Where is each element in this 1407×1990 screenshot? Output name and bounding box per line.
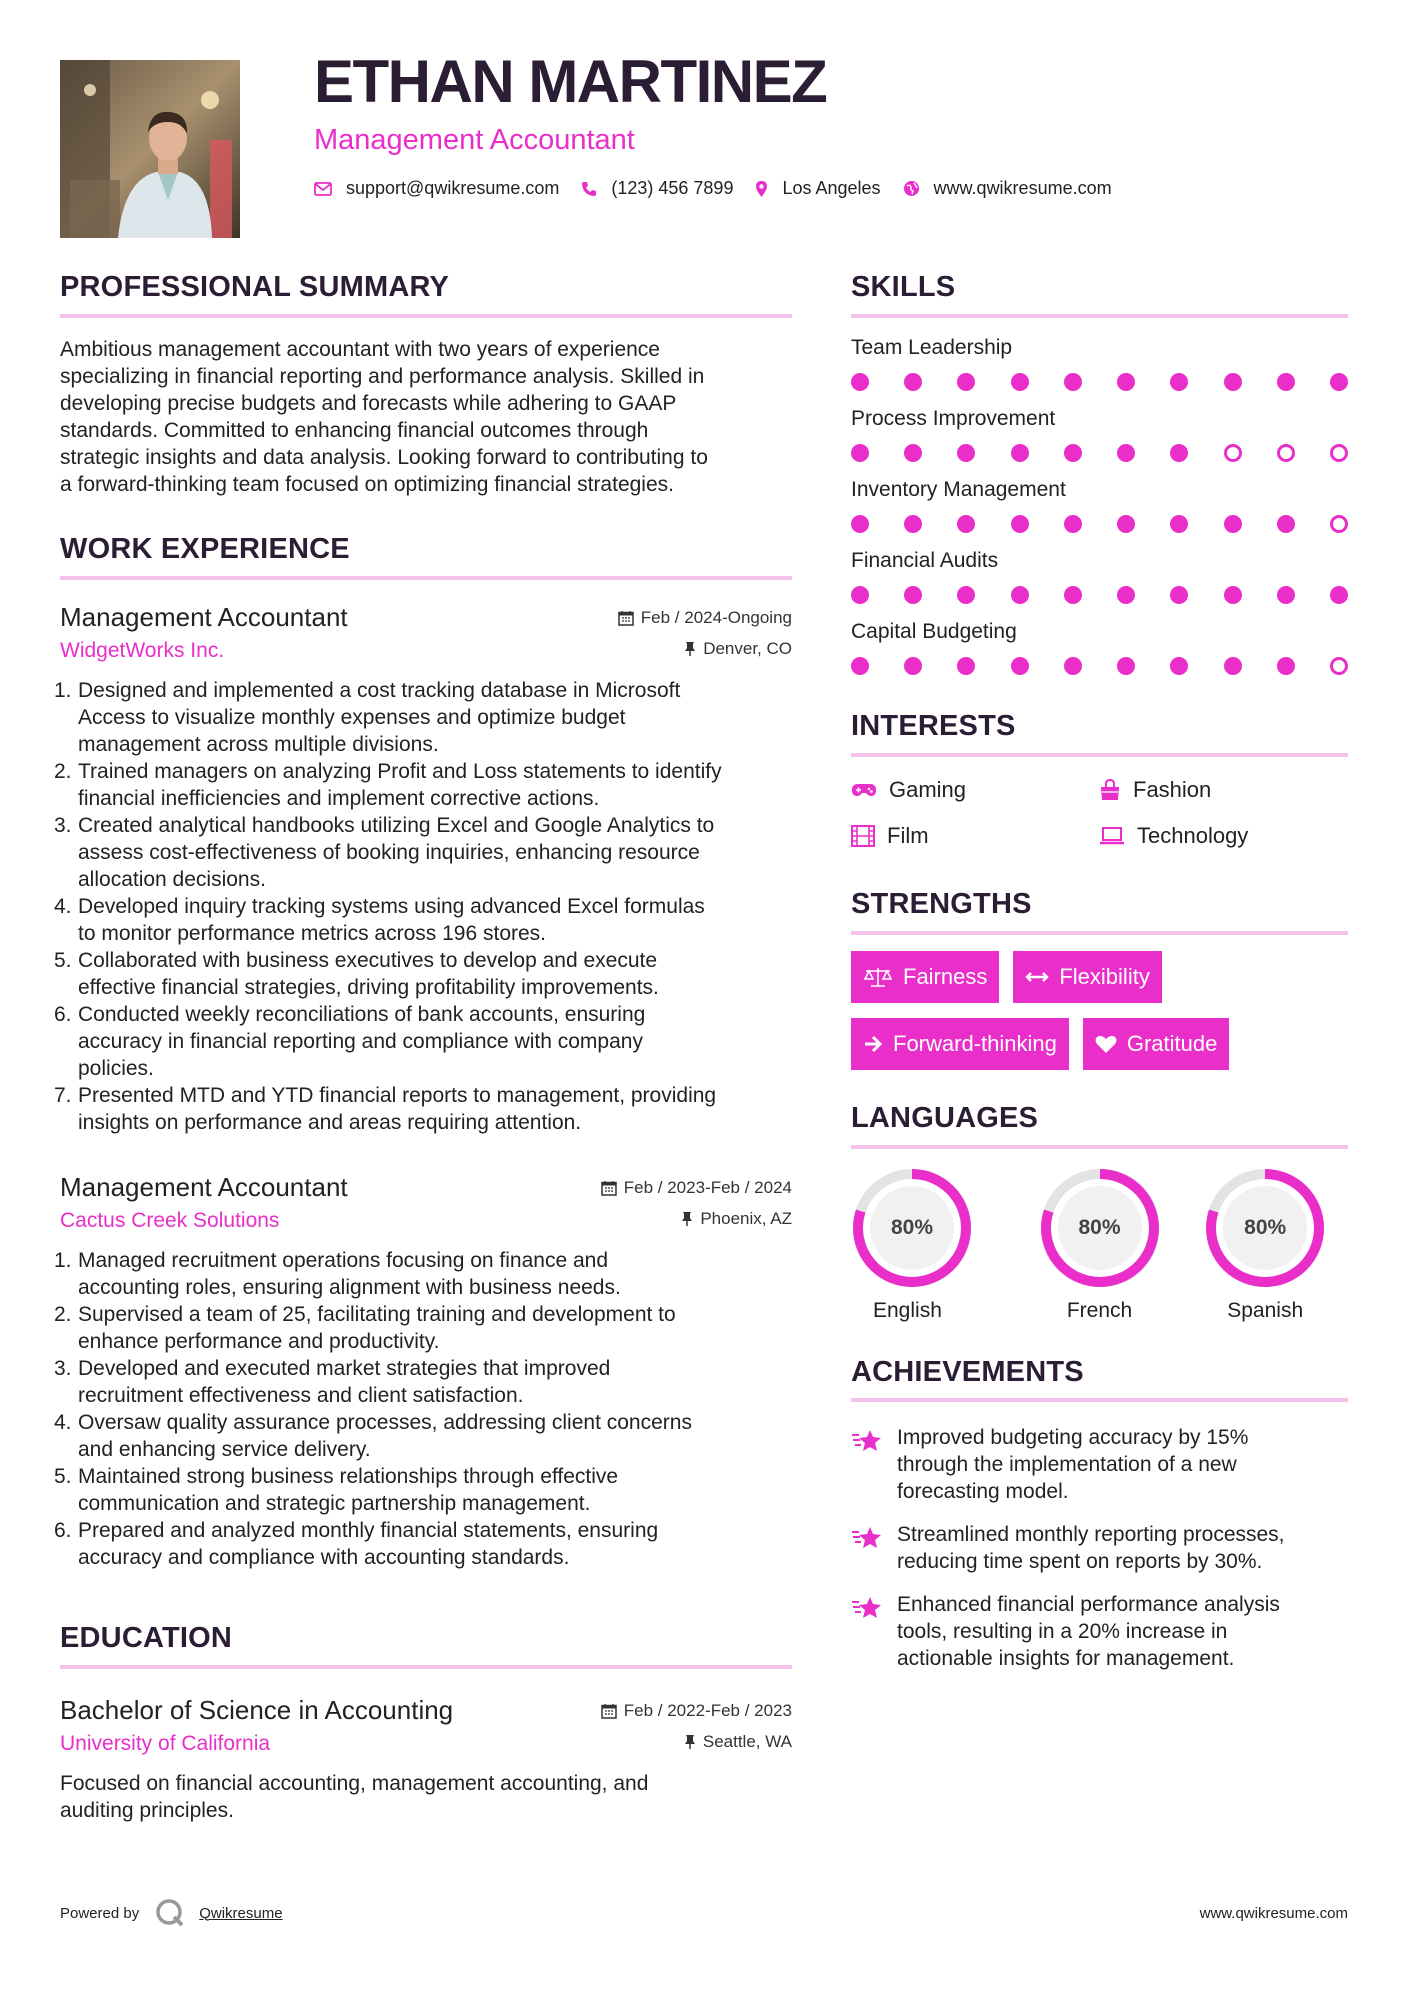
rating-dot-filled (1224, 657, 1242, 675)
achievement-text (897, 1424, 1248, 1505)
shooting-star-icon (851, 1428, 883, 1454)
list-number: 2. (54, 1302, 72, 1326)
achievement-text (897, 1591, 1280, 1672)
strength-tag (1013, 951, 1161, 1003)
rating-dot-filled (1011, 586, 1029, 604)
skill-name: Financial Audits (851, 548, 999, 572)
globe-icon (903, 180, 920, 197)
responsibility-line: to monitor performance metrics across 196 stores. (78, 921, 547, 945)
list-number: 6. (54, 1518, 72, 1542)
list-number: 1. (54, 678, 72, 702)
responsibility-item (54, 1082, 792, 1136)
responsibility-item (54, 758, 792, 812)
rating-dot-filled (1064, 444, 1082, 462)
rating-dot-filled (1170, 515, 1188, 533)
interest-item (851, 777, 1099, 803)
achievement-line: forecasting model. (897, 1480, 1069, 1504)
achievement-line: Improved budgeting accuracy by 15% (897, 1426, 1249, 1450)
responsibility-item (54, 1409, 792, 1463)
shooting-star-icon (851, 1525, 883, 1551)
pushpin-icon (684, 641, 696, 657)
film-icon (851, 825, 875, 847)
rating-dot-filled (1064, 586, 1082, 604)
summary-line: developing precise budgets and forecasts while adhering to GAAP (60, 391, 677, 415)
responsibility-item (54, 1301, 792, 1355)
job-header (60, 1172, 792, 1203)
responsibility-line: Collaborated with business executives to develop and execute (78, 948, 658, 972)
contact-phone[interactable] (581, 178, 733, 199)
responsibility-list (54, 1247, 792, 1571)
education-heading: EDUCATION (60, 1623, 792, 1669)
rating-dot-filled (957, 444, 975, 462)
envelope-icon (314, 182, 332, 196)
job-location (681, 1209, 792, 1229)
rating-dot-filled (851, 373, 869, 391)
rating-dot-filled (1011, 444, 1029, 462)
summary-line: strategic insights and data analysis. Looking forward to contributing to (60, 445, 708, 469)
rating-dot-filled (1064, 373, 1082, 391)
responsibility-line: Presented MTD and YTD financial reports to management, providing (78, 1083, 717, 1107)
rating-dot-filled (1170, 373, 1188, 391)
calendar-icon (618, 610, 634, 626)
strength-tag (851, 1018, 1069, 1070)
language-name: Spanish (1227, 1298, 1304, 1322)
responsibility-line: communication and strategic partnership management. (78, 1491, 591, 1515)
job-date-text: Feb / 2024-Ongoing (640, 607, 792, 627)
achievement-line: actionable insights for management. (897, 1647, 1235, 1671)
achievement-line: Streamlined monthly reporting processes, (897, 1523, 1285, 1547)
calendar-icon (601, 1180, 617, 1196)
responsibility-line: effective financial strategies, driving profitability improvements. (78, 975, 659, 999)
responsibility-item (54, 1463, 792, 1517)
rating-dot-filled (851, 586, 869, 604)
achievement-item (851, 1591, 1348, 1672)
left-column (54, 271, 792, 1824)
rating-dot-filled (1330, 586, 1348, 604)
skills-list (851, 336, 1348, 675)
job-location (684, 639, 792, 659)
skill-rating (851, 515, 1348, 533)
job-date-text: Feb / 2023-Feb / 2024 (623, 1177, 792, 1197)
responsibility-item (54, 1355, 792, 1409)
summary-line: Ambitious management accountant with two years of experience (60, 337, 660, 361)
strength-label: Flexibility (1059, 963, 1150, 989)
responsibility-line: insights on performance and areas requiring attention. (78, 1110, 582, 1134)
degree-title: Bachelor of Science in Accounting (60, 1694, 454, 1725)
rating-dot-filled (1277, 657, 1295, 675)
education-date-text: Feb / 2022-Feb / 2023 (623, 1700, 792, 1720)
rating-dot-filled (957, 657, 975, 675)
responsibility-line: Conducted weekly reconciliations of bank accounts, ensuring (78, 1002, 646, 1026)
job-location-text: Denver, CO (703, 638, 792, 658)
footer-website[interactable]: www.qwikresume.com (1199, 1904, 1348, 1922)
responsibility-line: allocation decisions. (78, 867, 266, 891)
rating-dot-empty (1224, 444, 1242, 462)
job-header (60, 602, 792, 633)
achievement-text (897, 1521, 1285, 1575)
achievement-line: Enhanced financial performance analysis (897, 1593, 1280, 1617)
language-percent: 80% (890, 1215, 934, 1239)
responsibility-line: Maintained strong business relationships through effective (78, 1464, 619, 1488)
rating-dot-filled (904, 586, 922, 604)
rating-dot-filled (957, 515, 975, 533)
language-name: French (1066, 1298, 1133, 1322)
rating-dot-filled (1064, 515, 1082, 533)
responsibility-line: Developed and executed market strategies that improved (78, 1356, 611, 1380)
company-name: Cactus Creek Solutions (60, 1208, 280, 1232)
languages-heading: LANGUAGES (851, 1103, 1348, 1149)
powered-by (60, 1898, 283, 1928)
skill-rating (851, 444, 1348, 462)
list-number: 1. (54, 1248, 72, 1272)
skill-name: Team Leadership (851, 335, 1013, 359)
strength-tag (851, 951, 999, 1003)
rating-dot-filled (904, 515, 922, 533)
list-number: 4. (54, 894, 72, 918)
education-description (60, 1770, 792, 1824)
gamepad-icon (851, 782, 877, 798)
rating-dot-filled (904, 657, 922, 675)
rating-dot-filled (957, 373, 975, 391)
responsibility-line: enhance performance and productivity. (78, 1329, 440, 1353)
rating-dot-filled (851, 657, 869, 675)
interests-list (851, 777, 1348, 849)
responsibility-line: and enhancing service delivery. (78, 1437, 371, 1461)
contact-website[interactable] (903, 178, 1112, 199)
rating-dot-filled (904, 373, 922, 391)
skill-name: Process Improvement (851, 406, 1056, 430)
responsibility-item (54, 812, 792, 893)
skill-item (851, 407, 1348, 462)
job-date (618, 608, 792, 628)
responsibility-line: accuracy in financial reporting and compliance with company (78, 1029, 643, 1053)
skill-rating (851, 657, 1348, 675)
responsibility-item (54, 1247, 792, 1301)
profile-photo (60, 60, 240, 238)
responsibility-line: policies. (78, 1056, 154, 1080)
rating-dot-empty (1330, 444, 1348, 462)
rating-dot-filled (1064, 657, 1082, 675)
rating-dot-filled (1224, 586, 1242, 604)
interest-label: Film (887, 822, 929, 848)
rating-dot-filled (1224, 515, 1242, 533)
arrow-right-icon (863, 1035, 883, 1053)
responsibility-line: Trained managers on analyzing Profit and Loss statements to identify (78, 759, 722, 783)
job-entry (54, 601, 792, 1136)
responsibility-line: recruitment effectiveness and client satisfaction. (78, 1383, 524, 1407)
language-progress-ring (1204, 1167, 1326, 1289)
education-entry (60, 1695, 792, 1824)
skill-name: Capital Budgeting (851, 619, 1017, 643)
education-date (601, 1701, 792, 1721)
list-number: 5. (54, 948, 72, 972)
rating-dot-filled (957, 586, 975, 604)
candidate-name: ETHAN MARTINEZ (314, 48, 827, 115)
contact-phone-text: (123) 456 7899 (611, 178, 734, 198)
right-column (851, 272, 1348, 1672)
responsibility-list (54, 677, 792, 1136)
experience-heading: WORK EXPERIENCE (60, 534, 792, 580)
interest-label: Fashion (1133, 776, 1212, 802)
strength-label: Gratitude (1126, 1030, 1218, 1056)
job-entry (54, 1171, 792, 1571)
job-location-text: Phoenix, AZ (700, 1208, 792, 1228)
powered-by-label: Powered by (60, 1904, 140, 1922)
map-pin-icon (755, 180, 768, 198)
rating-dot-empty (1277, 444, 1295, 462)
interests-heading: INTERESTS (851, 711, 1348, 757)
rating-dot-filled (1117, 586, 1135, 604)
interest-label: Technology (1137, 822, 1249, 848)
phone-icon (581, 181, 597, 197)
responsibility-line: Prepared and analyzed monthly financial statements, ensuring (78, 1518, 659, 1542)
interest-item (851, 823, 1099, 849)
achievement-item (851, 1521, 1348, 1575)
language-item (1182, 1167, 1348, 1323)
language-percent: 80% (1244, 1215, 1287, 1239)
languages-list (851, 1167, 1348, 1323)
list-number: 4. (54, 1410, 72, 1434)
contact-location-text: Los Angeles (782, 178, 881, 198)
responsibility-item (54, 947, 792, 1001)
rating-dot-filled (1117, 444, 1135, 462)
interest-item (1099, 777, 1347, 803)
responsibility-item (54, 1001, 792, 1082)
summary-line: specializing in financial reporting and performance analysis. Skilled in (60, 364, 705, 388)
responsibility-line: Created analytical handbooks utilizing Excel and Google Analytics to (78, 813, 715, 837)
qwikresume-logo-icon (155, 1898, 185, 1928)
responsibility-line: financial inefficiencies and implement corrective actions. (78, 786, 600, 810)
skill-item (851, 336, 1348, 391)
responsibility-line: Designed and implemented a cost tracking database in Microsoft (78, 678, 681, 702)
list-number: 3. (54, 1356, 72, 1380)
skill-item (851, 620, 1348, 675)
shooting-star-icon (851, 1595, 883, 1621)
job-title: Management Accountant (60, 601, 348, 632)
rating-dot-empty (1330, 515, 1348, 533)
contact-location (755, 178, 880, 199)
responsibility-line: management across multiple divisions. (78, 732, 439, 756)
language-progress-ring (851, 1167, 973, 1289)
laptop-icon (1099, 827, 1125, 845)
achievements-list (851, 1424, 1348, 1672)
achievement-item (851, 1424, 1348, 1505)
education-desc-line: auditing principles. (60, 1798, 234, 1822)
skill-rating (851, 373, 1348, 391)
rating-dot-filled (1011, 657, 1029, 675)
rating-dot-filled (1170, 444, 1188, 462)
education-desc-line: Focused on financial accounting, management accounting, and (60, 1771, 649, 1795)
candidate-title: Management Accountant (314, 124, 635, 156)
interest-item (1099, 823, 1347, 849)
skill-item (851, 478, 1348, 533)
rating-dot-filled (1117, 515, 1135, 533)
job-title: Management Accountant (60, 1171, 348, 1202)
education-location (684, 1732, 792, 1752)
rating-dot-filled (1117, 373, 1135, 391)
strength-tag (1083, 1018, 1230, 1070)
strengths-heading: STRENGTHS (851, 889, 1348, 935)
responsibility-item (54, 893, 792, 947)
calendar-icon (601, 1703, 617, 1719)
footer (60, 1898, 1348, 1928)
rating-dot-filled (1277, 586, 1295, 604)
rating-dot-filled (1011, 373, 1029, 391)
rating-dot-filled (1224, 373, 1242, 391)
qwikresume-link[interactable]: Qwikresume (199, 1904, 283, 1922)
rating-dot-filled (1011, 515, 1029, 533)
balance-scale-icon (863, 966, 893, 988)
achievement-line: tools, resulting in a 20% increase in (897, 1620, 1228, 1644)
language-progress-ring (1039, 1167, 1161, 1289)
list-number: 6. (54, 1002, 72, 1026)
rating-dot-empty (1330, 657, 1348, 675)
contact-email[interactable] (314, 178, 559, 199)
heart-icon (1095, 1034, 1117, 1054)
summary-text (60, 336, 792, 498)
rating-dot-filled (851, 444, 869, 462)
achievements-heading: ACHIEVEMENTS (851, 1357, 1348, 1403)
language-item (851, 1167, 1017, 1323)
responsibility-line: Supervised a team of 25, facilitating training and development to (78, 1302, 676, 1326)
language-item (1017, 1167, 1183, 1323)
arrows-horizontal-icon (1025, 970, 1049, 984)
summary-heading: PROFESSIONAL SUMMARY (60, 272, 792, 318)
responsibility-line: accounting roles, ensuring alignment with business needs. (78, 1275, 621, 1299)
summary-line: a forward-thinking team focused on optimizing financial strategies. (60, 472, 674, 496)
rating-dot-filled (1117, 657, 1135, 675)
rating-dot-filled (1170, 586, 1188, 604)
pushpin-icon (681, 1211, 693, 1227)
list-number: 2. (54, 759, 72, 783)
responsibility-line: Oversaw quality assurance processes, addressing client concerns (78, 1410, 692, 1434)
language-name: English (873, 1298, 942, 1322)
rating-dot-filled (1277, 515, 1295, 533)
achievement-line: reducing time spent on reports by 30%. (897, 1550, 1263, 1574)
rating-dot-filled (851, 515, 869, 533)
skill-rating (851, 586, 1348, 604)
responsibility-line: Managed recruitment operations focusing on finance and (78, 1248, 609, 1272)
skill-item (851, 549, 1348, 604)
education-location-text: Seattle, WA (702, 1731, 792, 1751)
strengths-list (851, 951, 1348, 1085)
contact-email-text: support@qwikresume.com (346, 178, 560, 198)
achievement-line: through the implementation of a new (897, 1453, 1237, 1477)
rating-dot-filled (1170, 657, 1188, 675)
job-date (601, 1178, 792, 1198)
list-number: 3. (54, 813, 72, 837)
pushpin-icon (684, 1734, 696, 1750)
rating-dot-filled (1330, 373, 1348, 391)
list-number: 5. (54, 1464, 72, 1488)
list-number: 7. (54, 1083, 72, 1107)
responsibility-line: Developed inquiry tracking systems using advanced Excel formulas (78, 894, 705, 918)
job-list (54, 601, 792, 1571)
skill-name: Inventory Management (851, 477, 1066, 501)
job-subheader (60, 1209, 792, 1233)
skills-heading: SKILLS (851, 272, 1348, 318)
responsibility-line: assess cost-effectiveness of booking inquiries, enhancing resource (78, 840, 700, 864)
language-percent: 80% (1078, 1215, 1121, 1239)
strength-label: Fairness (903, 963, 988, 989)
responsibility-item (54, 1517, 792, 1571)
shopping-bag-icon (1099, 779, 1121, 801)
company-name: WidgetWorks Inc. (60, 638, 225, 662)
rating-dot-filled (1277, 373, 1295, 391)
interest-label: Gaming (889, 776, 967, 802)
responsibility-line: Access to visualize monthly expenses and optimize budget (78, 705, 626, 729)
contact-website-text: www.qwikresume.com (933, 178, 1112, 198)
summary-line: standards. Committed to enhancing financial outcomes through (60, 418, 649, 442)
job-subheader (60, 639, 792, 663)
strength-label: Forward-thinking (893, 1030, 1057, 1056)
contact-bar (314, 178, 1134, 199)
responsibility-item (54, 677, 792, 758)
school-name: University of California (60, 1731, 271, 1755)
rating-dot-filled (904, 444, 922, 462)
responsibility-line: accuracy and compliance with accounting standards. (78, 1545, 570, 1569)
